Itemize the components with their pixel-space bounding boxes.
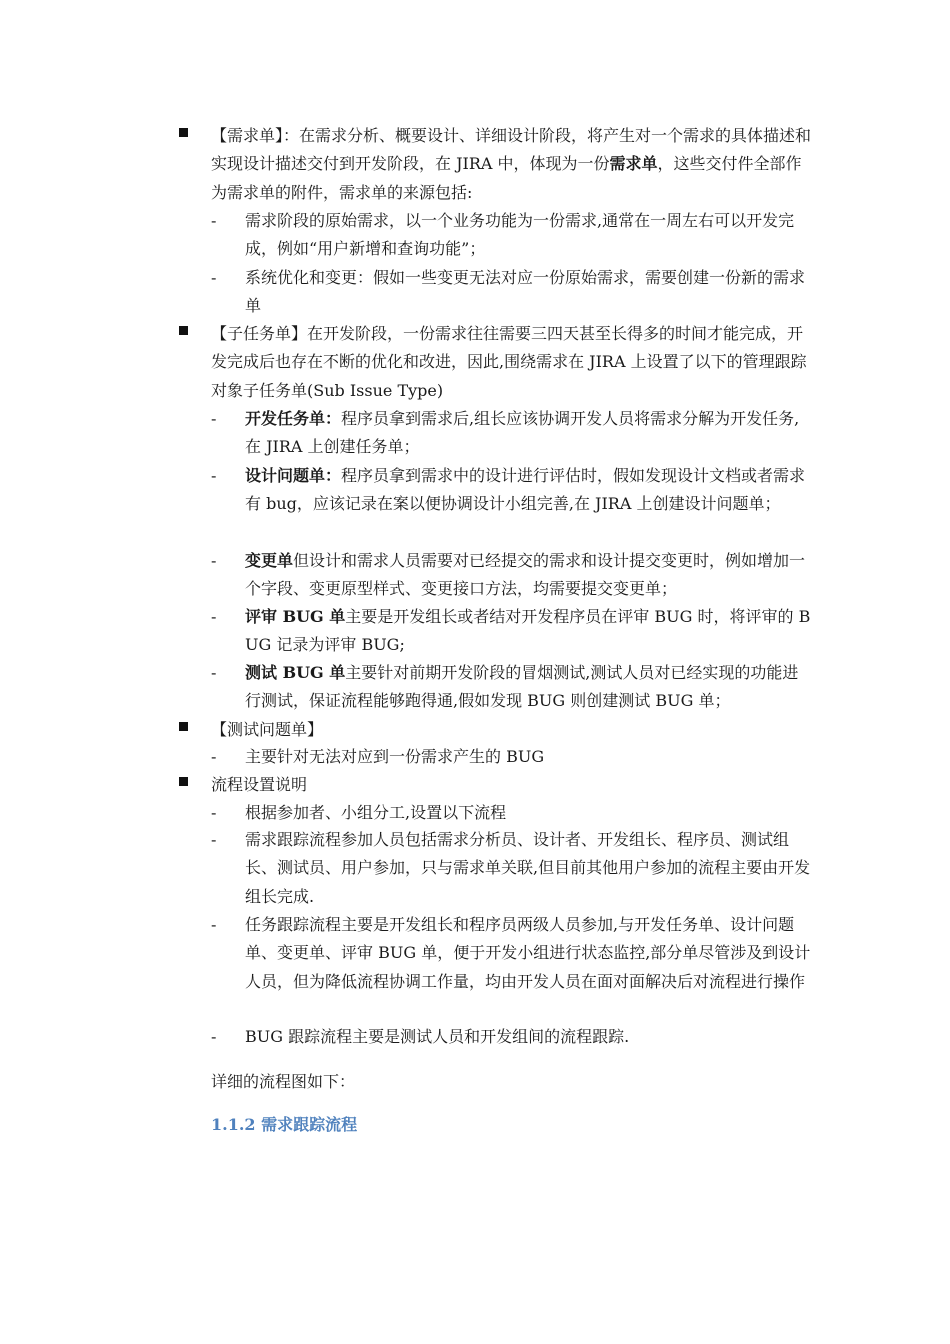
dash-bullet: - (211, 268, 217, 287)
dash-bullet: - (211, 211, 217, 230)
square-bullet-icon (179, 722, 188, 731)
sub-item-text: 根据参加者、小组分工,设置以下流程 (245, 803, 507, 822)
item-text: 流程设置说明 (211, 775, 308, 794)
dash-bullet: - (211, 607, 217, 626)
sub-item-text: 主要针对前期开发阶段的冒烟测试,测试人员对已经实现的功能进行测试，保证流程能够跑得通,假如发现 BUG 则创建测试 BUG 单； (245, 663, 799, 711)
body-paragraph: 详细的流程图如下： (211, 1072, 356, 1091)
dash-bullet: - (211, 830, 217, 849)
item-bold-text: 需求单 (609, 154, 658, 174)
item-text: 【测试问题单】 (211, 720, 324, 739)
sub-item-text: 主要针对无法对应到一份需求产生的 BUG (245, 747, 545, 766)
dash-bullet: - (211, 915, 217, 934)
square-bullet-icon (179, 128, 188, 137)
section-heading: 1.1.2 需求跟踪流程 (211, 1115, 358, 1134)
sub-item-bold: 开发任务单： (245, 409, 342, 428)
sub-item-text: BUG 跟踪流程主要是测试人员和开发组间的流程跟踪. (245, 1027, 630, 1046)
sub-item-bold: 变更单 (245, 551, 294, 570)
square-bullet-icon (179, 326, 188, 335)
sub-item-bold: 设计问题单： (245, 466, 342, 485)
sub-item-text: 程序员拿到需求后,组长应该协调开发人员将需求分解为开发任务,在 JIRA 上创建任务单； (245, 409, 800, 457)
sub-item-text: 程序员拿到需求中的设计进行评估时，假如发现设计文档或者需求有 bug，应该记录在案以便协调设计小组完善,在 JIRA 上创建设计问题单； (245, 466, 806, 514)
sub-item-text: 系统优化和变更：假如一些变更无法对应一份原始需求，需要创建一份新的需求单 (245, 268, 806, 316)
item-text: 【需求单】：在需求分析、概要设计、详细设计阶段，将产生对一个需求的具体描述和实现设计描述交付到开发阶段，在 JIRA 中，体现为一份 (211, 126, 812, 174)
dash-bullet: - (211, 663, 217, 682)
dash-bullet: - (211, 551, 217, 570)
dash-bullet: - (211, 1027, 217, 1046)
item-text: 【子任务单】在开发阶段，一份需求往往需要三四天甚至长得多的时间才能完成，开发完成后也存在不断的优化和改进，因此,围绕需求在 JIRA 上设置了以下的管理跟踪对象子任务单(Sub Issue Type) (211, 324, 807, 400)
dash-bullet: - (211, 747, 217, 766)
sub-item-text: 任务跟踪流程主要是开发组长和程序员两级人员参加,与开发任务单、设计问题单、变更单、评审 BUG 单，便于开发小组进行状态监控,部分单尽管涉及到设计人员，但为降低流程协调工作量，均由开发人员在面对面解决后对流程进行操作 (245, 915, 811, 991)
sub-item-text: 但设计和需求人员需要对已经提交的需求和设计提交变更时，例如增加一个字段、变更原型样式、变更接口方法，均需要提交变更单； (245, 551, 806, 599)
sub-item-text: 需求阶段的原始需求，以一个业务功能为一份需求,通常在一周左右可以开发完成，例如“用户新增和查询功能”； (245, 211, 795, 259)
dash-bullet: - (211, 466, 217, 485)
square-bullet-icon (179, 777, 188, 786)
sub-item-bold: 测试 BUG 单 (245, 663, 346, 682)
sub-item-text: 主要是开发组长或者结对开发程序员在评审 BUG 时，将评审的 BUG 记录为评审 BUG; (245, 607, 811, 655)
dash-bullet: - (211, 409, 217, 428)
item-text: ，这些交付件全部作为需求单的附件，需求单的来源包括: (211, 154, 802, 202)
sub-item-bold: 评审 BUG 单 (245, 607, 346, 626)
sub-item-text: 需求跟踪流程参加人员包括需求分析员、设计者、开发组长、程序员、测试组长、测试员、用户参加，只与需求单关联,但目前其他用户参加的流程主要由开发组长完成. (245, 830, 811, 906)
dash-bullet: - (211, 803, 217, 822)
